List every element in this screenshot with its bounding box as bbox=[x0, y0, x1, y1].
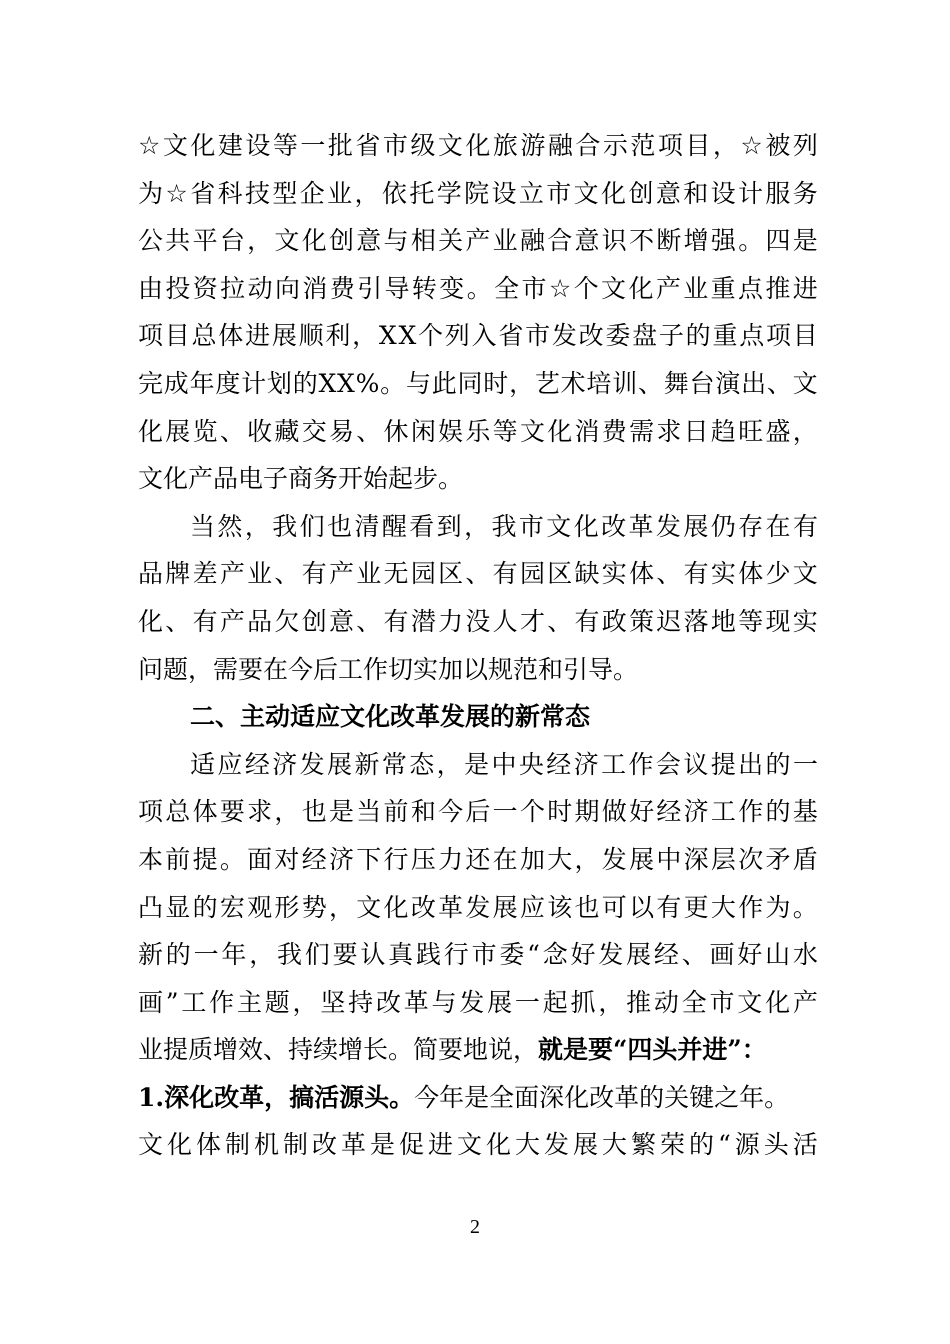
text-line: 凸 显 的 宏 观 形 势 ， 文 化 改 革 发 展 应 该 也 可 以 有 更 大 作 为 。 bbox=[138, 892, 818, 922]
text-line: 由 投 资 拉 动 向 消 费 引 导 转 变 。 全 市 ☆ 个 文 化 产 业 重 点 推 进 bbox=[138, 273, 818, 303]
text-line: 品 牌 差 产 业 、 有 产 业 无 园 区 、 有 园 区 缺 实 体 、 有 实 体 少 文 bbox=[138, 559, 818, 589]
text-line: 化 、 有 产 品 欠 创 意 、 有 潜 力 没 人 才 、 有 政 策 迟 落 地 等 现 实 bbox=[138, 606, 818, 636]
text-line: 本 前 提 。 面 对 经 济 下 行 压 力 还 在 加 大 ， 发 展 中 深 层 次 矛 盾 bbox=[138, 844, 818, 874]
text-line: 问题，需要在今后工作切实加以规范和引导。 bbox=[138, 654, 639, 684]
text-line: ☆ 文 化 建 设 等 一 批 省 市 级 文 化 旅 游 融 合 示 范 项 目 ， ☆ 被 列 bbox=[138, 131, 818, 160]
section-heading: 二、主动适应文化改革发展的新常态 bbox=[190, 702, 591, 732]
text-line: 适 应 经 济 发 展 新 常 态 ， 是 中 央 经 济 工 作 会 议 提 出 的 一 bbox=[190, 749, 818, 779]
text-line: 完 成 年 度 计 划 的 X X % 。 与 此 同 时 ， 艺 术 培 训 、 舞 台 演 出 、 文 bbox=[138, 368, 818, 398]
text-line: 项 目 总 体 进 展 顺 利 ， X X 个 列 入 省 市 发 改 委 盘 子 的 重 点 项 目 bbox=[138, 321, 818, 351]
text-line: 项 总 体 要 求 ， 也 是 当 前 和 今 后 一 个 时 期 做 好 经 济 工 作 的 基 bbox=[138, 797, 818, 827]
bold-emphasis: 就是要“四头并进”： bbox=[538, 1035, 767, 1065]
text-segment: 业提质增效、持续增长。简要地说， bbox=[138, 1035, 539, 1065]
text-line: 文 化 体 制 机 制 改 革 是 促 进 文 化 大 发 展 大 繁 荣 的 “ 源 头 活 bbox=[138, 1130, 818, 1160]
body-text bbox=[138, 122, 818, 1169]
item-heading: 1.深化改革，搞活源头。 bbox=[138, 1082, 415, 1112]
text-line: 化 展 览 、 收 藏 交 易 、 休 闲 娱 乐 等 文 化 消 费 需 求 日 趋 旺 盛 ， bbox=[138, 416, 818, 446]
text-line bbox=[138, 1026, 818, 1074]
text-line: 公 共 平 台 ， 文 化 创 意 与 相 关 产 业 融 合 意 识 不 断 增 强 。 四 是 bbox=[138, 226, 818, 256]
text-segment: 今年是全面深化改革的关键之年。 bbox=[414, 1082, 790, 1112]
text-line: 新 的 一 年 ， 我 们 要 认 真 践 行 市 委 “ 念 好 发 展 经 、 画 好 山 水 bbox=[138, 940, 818, 970]
text-line: 文化产品电子商务开始起步。 bbox=[138, 464, 464, 494]
page-number: 2 bbox=[470, 1216, 480, 1238]
text-line: 当 然 ， 我 们 也 清 醒 看 到 ， 我 市 文 化 改 革 发 展 仍 存 在 有 bbox=[190, 511, 818, 541]
text-line: 画 ” 工 作 主 题 ， 坚 持 改 革 与 发 展 一 起 抓 ， 推 动 全 市 文 化 产 bbox=[138, 987, 818, 1017]
text-line bbox=[138, 1074, 818, 1122]
text-line: 为 ☆ 省 科 技 型 企 业 ， 依 托 学 院 设 立 市 文 化 创 意 和 设 计 服 务 bbox=[138, 178, 818, 208]
